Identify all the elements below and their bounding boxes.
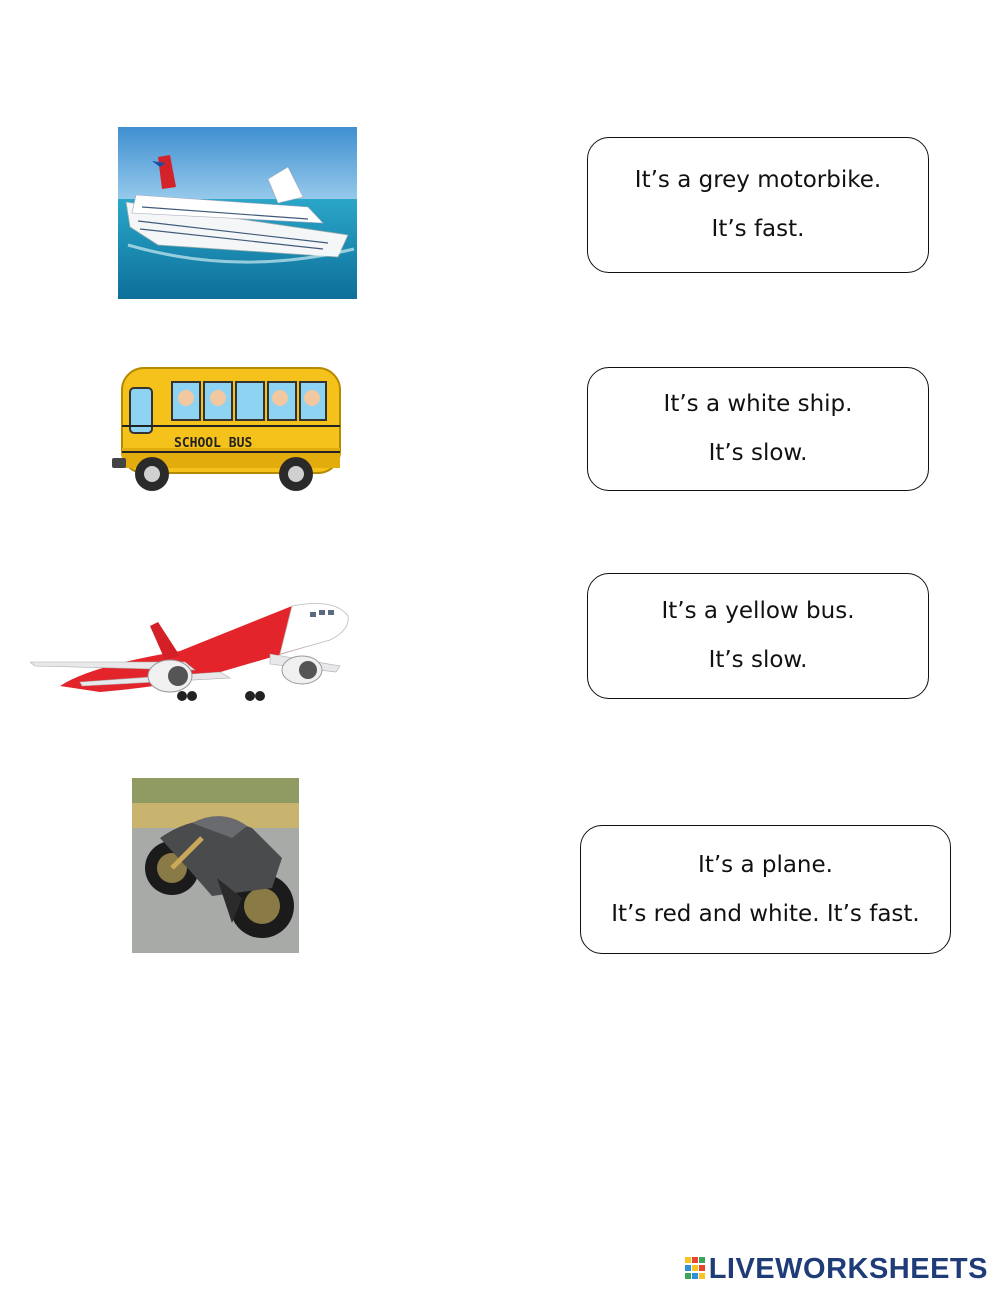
caption-line-2: It’s slow. (708, 440, 808, 466)
liveworksheets-logo (685, 1252, 988, 1286)
caption-line-2: It’s red and white. It’s fast. (611, 900, 920, 927)
caption-box-4[interactable] (580, 825, 951, 954)
airplane-image[interactable] (30, 596, 352, 704)
caption-box-3[interactable] (587, 573, 929, 699)
caption-line-2: It’s slow. (708, 647, 808, 673)
caption-line-1: It’s a grey motorbike. (634, 167, 882, 193)
school-bus-image[interactable] (110, 360, 344, 494)
caption-line-2: It’s fast. (711, 216, 805, 242)
caption-box-2[interactable] (587, 367, 929, 491)
ship-image[interactable] (118, 127, 357, 299)
bus-sign-text: SCHOOL BUS (174, 436, 253, 451)
logo-blocks-icon (685, 1257, 707, 1281)
caption-line-1: It’s a plane. (698, 851, 833, 878)
logo-text: LIVEWORKSHEETS (708, 1252, 988, 1285)
caption-box-1[interactable] (587, 137, 929, 273)
motorbike-image[interactable] (132, 778, 299, 953)
caption-line-1: It’s a white ship. (663, 391, 853, 417)
caption-line-1: It’s a yellow bus. (661, 598, 855, 624)
